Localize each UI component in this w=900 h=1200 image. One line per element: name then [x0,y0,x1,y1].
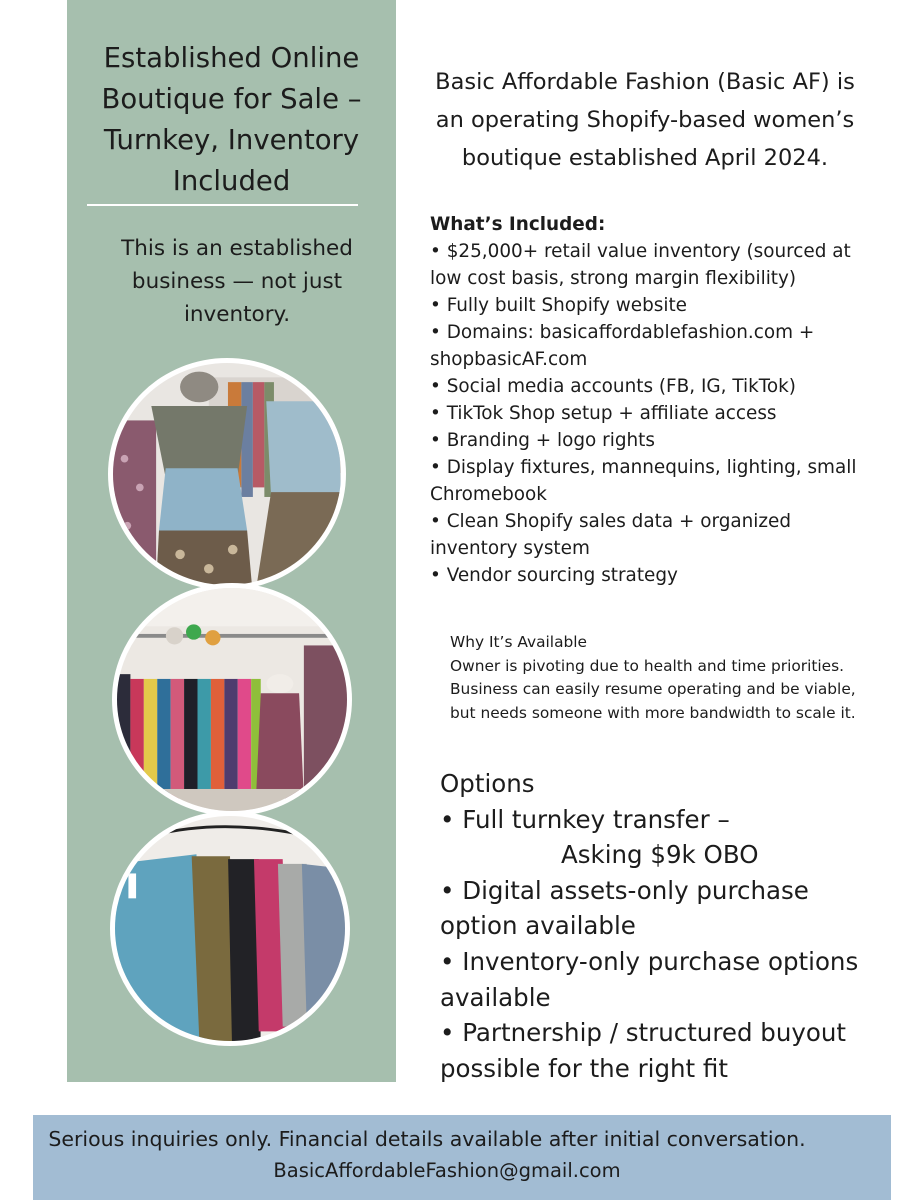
option-inventory-only: • Inventory-only purchase options available [440,946,859,1012]
option-full-turnkey: • Full turnkey transfer – Asking $9k OBO [440,802,880,873]
included-item-domains: • Domains: basicaffordablefashion.com + shopbasicAF.com [430,322,815,370]
included-item-sourcing: • Vendor sourcing strategy [430,565,678,586]
why-body: Owner is pivoting due to health and time priorities. Business can easily resume operating and be viable, but needs someone with more bandwidth to scale it. [450,656,856,722]
why-heading: Why It’s Available [450,633,588,651]
title-divider [87,204,358,206]
whats-included-heading: What’s Included: [430,214,606,235]
options-heading: Options [440,769,535,798]
photo-hanging-tops [110,811,350,1046]
option-digital-assets: • Digital assets-only purchase option available [440,875,809,941]
listing-title: Established Online Boutique for Sale – Turnkey, Inventory Included [101,42,362,197]
footer-notice: Serious inquiries only. Financial details available after initial conversation. [48,1127,806,1151]
racks-illustration [117,588,347,811]
footer-banner [33,1115,891,1200]
photo-mannequins [108,358,346,590]
included-item-branding: • Branding + logo rights [430,430,655,451]
included-item-inventory: • $25,000+ retail value inventory (sourced at low cost basis, strong margin flexibility) [430,241,851,289]
included-item-sales-data: • Clean Shopify sales data + organized inventory system [430,511,792,559]
listing-subtitle: This is an established business — not just inventory. [121,236,353,327]
asking-price: Asking $9k OBO [561,840,759,870]
options-list [440,802,880,1087]
included-item-website: • Fully built Shopify website [430,295,687,316]
option-partnership: • Partnership / structured buyout possible for the right fit [440,1018,846,1083]
options-section [440,766,880,1086]
included-item-tiktok-shop: • TikTok Shop setup + affiliate access [430,403,777,424]
included-item-social: • Social media accounts (FB, IG, TikTok) [430,376,796,397]
contact-email[interactable]: BasicAffordableFashion@gmail.com [273,1159,621,1182]
whats-included-section [430,211,870,589]
included-item-fixtures: • Display fixtures, mannequins, lighting, small Chromebook [430,457,857,505]
included-list [430,238,870,589]
photo-clothing-racks [112,583,352,816]
tops-illustration [115,816,345,1041]
mannequins-illustration [113,363,341,585]
intro-text: Basic Affordable Fashion (Basic AF) is an operating Shopify-based women’s boutique established April 2024. [435,69,855,171]
why-available-section [450,631,870,725]
